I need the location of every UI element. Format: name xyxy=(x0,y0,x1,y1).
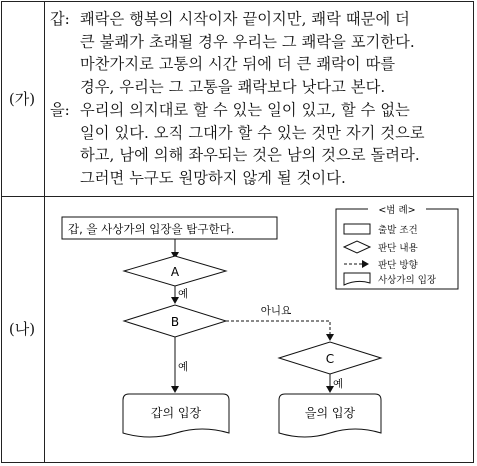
legend-item-start: 출발 조건 xyxy=(378,225,418,236)
decision-b-label: B xyxy=(170,315,180,329)
legend-item-judge: 판단 내용 xyxy=(378,243,418,254)
start-condition-text: 갑, 을 사상가의 입장을 탐구한다. xyxy=(68,222,235,236)
yes-label-b: 예 xyxy=(178,361,189,373)
decision-a-label: A xyxy=(170,265,180,279)
text-line: 경우, 우리는 그 고통을 쾌락보다 낫다고 본다. xyxy=(80,77,386,96)
legend xyxy=(336,204,458,289)
legend-rect-icon xyxy=(344,224,370,234)
legend-title: <범 례> xyxy=(378,205,416,216)
no-label: 아니요 xyxy=(260,305,292,317)
yes-label-a: 예 xyxy=(178,288,189,300)
speaker-eul: 을: xyxy=(50,101,70,119)
row-label-na: (나) xyxy=(8,320,36,338)
text-line: 하고, 남에 의해 좌우되는 것은 남의 것으로 돌려라. xyxy=(80,146,420,165)
result-left-text: 갑의 입장 xyxy=(150,406,202,420)
decision-c-label: C xyxy=(325,352,335,366)
text-line: 우리의 의지대로 할 수 있는 일이 있고, 할 수 없는 xyxy=(80,101,410,119)
row-label-ga: (가) xyxy=(8,90,36,108)
speaker-gap: 갑: xyxy=(50,10,70,28)
result-right-text: 을의 입장 xyxy=(304,406,356,420)
text-line: 마찬가지로 고통의 시간 뒤에 더 큰 쾌락이 따를 xyxy=(80,55,396,74)
legend-item-direction: 판단 방향 xyxy=(378,260,418,271)
text-line: 큰 불쾌가 초래될 경우 우리는 그 쾌락을 포기한다. xyxy=(80,32,415,51)
text-line: 일이 있다. 오직 그대가 할 수 있는 것만 자기 것으로 xyxy=(80,123,425,142)
yes-label-c: 예 xyxy=(333,378,344,390)
text-line: 그러면 누구도 원망하지 않게 될 것이다. xyxy=(80,168,346,187)
legend-item-position: 사상가의 입장 xyxy=(378,275,437,286)
text-line: 쾌락은 행복의 시작이자 끝이지만, 쾌락 때문에 더 xyxy=(80,10,410,28)
